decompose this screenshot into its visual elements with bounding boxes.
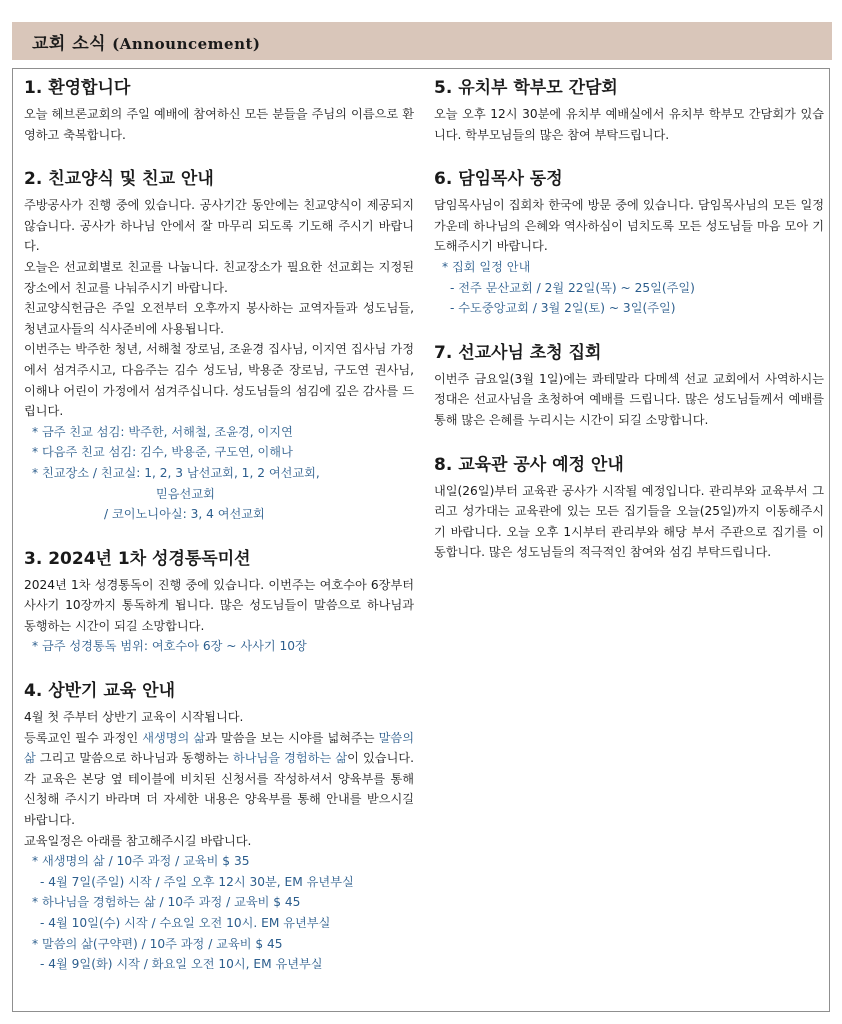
section-welcome bbox=[24, 76, 414, 145]
header-title-english: (Announcement) bbox=[112, 35, 261, 53]
section-text: 4월 첫 주부터 상반기 교육이 시작됩니다. bbox=[24, 710, 244, 725]
section-text: 이번주는 박주한 청년, 서해철 장로님, 조윤경 집사님, 이지연 집사님 가정에서 섬겨주시고, 다음주는 김수 성도님, 박용준 장로님, 구도연 권사님, 이해나 어린이 가정에서 섬겨주십니다. 성도님들의 섬김에 깊은 감사를 드립니다. bbox=[24, 342, 414, 419]
bullet-line: * 새생명의 삶 / 10주 과정 / 교육비 $ 35 bbox=[32, 854, 250, 869]
right-column bbox=[434, 76, 824, 585]
announcement-header bbox=[12, 22, 832, 60]
header-title bbox=[32, 29, 261, 54]
bullet-line: - 4월 10일(수) 시작 / 수요일 오전 10시. EM 유년부실 bbox=[40, 916, 331, 930]
section-heading: 4. 상반기 교육 안내 bbox=[24, 681, 175, 702]
bullet-line: / 코이노니아실: 3, 4 여선교회 bbox=[104, 507, 265, 522]
section-heading: 7. 선교사님 초청 집회 bbox=[434, 342, 602, 363]
bullet-line: - 4월 9일(화) 시작 / 화요일 오전 10시, EM 유년부실 bbox=[40, 957, 323, 972]
bullet-line: * 하나님을 경험하는 삶 / 10주 과정 / 교육비 $ 45 bbox=[32, 895, 301, 910]
bullet-line: * 말씀의 삶(구약편) / 10주 과정 / 교육비 $ 45 bbox=[32, 936, 283, 951]
section-text: 이번주 금요일(3월 1일)에는 콰테말라 다메섹 선교 교회에서 사역하시는 정대은 선교사님을 초청하여 예배를 드립니다. 많은 성도님들께서 예배를 통해 많은 은혜를 누리시는 시간이 되길 소망합니다. bbox=[434, 371, 824, 427]
section-pastor-news bbox=[434, 167, 824, 319]
section-text: 내일(26일)부터 교육관 공사가 시작될 예정입니다. 관리부와 교육부서 그리고 성가대는 교육관에 있는 모든 집기들을 오늘(25일)까지 이동해주시기 바랍니다. 오늘 오후 1시부터 관리부와 해당 부서 주관으로 집기를 이동합니다. 많은 성도님들의 적극적인 참여와 섬김 부탁드립니다. bbox=[434, 483, 824, 560]
left-column bbox=[24, 76, 414, 997]
text-run: 과 말씀을 보는 시야를 넓혀주는 bbox=[205, 730, 379, 745]
section-heading: 6. 담임목사 동정 bbox=[434, 169, 563, 190]
bullet-line: 믿음선교회 bbox=[156, 486, 215, 501]
section-text: 교육일정은 아래를 참고해주시길 바랍니다. bbox=[24, 833, 252, 848]
text-run: 등록교인 필수 과정인 bbox=[24, 730, 143, 745]
bullet-line: - 수도중앙교회 / 3월 2일(토) ~ 3일(주일) bbox=[450, 301, 676, 316]
section-heading: 8. 교육관 공사 예정 안내 bbox=[434, 454, 624, 475]
bullet-line: - 4월 7일(주일) 시작 / 주일 오후 12시 30분, EM 유년부실 bbox=[40, 874, 354, 889]
bullet-line: * 집회 일정 안내 bbox=[442, 259, 531, 274]
bullet-line: * 친교장소 / 친교실: 1, 2, 3 남선교회, 1, 2 여선교회, bbox=[32, 465, 320, 480]
bullet-line: - 전주 문산교회 / 2월 22일(목) ~ 25일(주일) bbox=[450, 280, 695, 295]
section-kindergarten-meeting bbox=[434, 76, 824, 145]
section-text: 오늘 오후 12시 30분에 유치부 예배실에서 유치부 학부모 간담회가 있습니다. 학부모님들의 많은 참여 부탁드립니다. bbox=[434, 107, 824, 142]
bullet-line: * 금주 성경통독 범위: 여호수아 6장 ~ 사사기 10장 bbox=[32, 639, 307, 654]
section-heading: 3. 2024년 1차 성경통독미션 bbox=[24, 548, 251, 569]
section-fellowship bbox=[24, 167, 414, 525]
section-heading: 1. 환영합니다 bbox=[24, 78, 131, 98]
text-run: 이 있습니다. 각 교육은 본당 옆 테이블에 비치된 신청서를 작성하셔서 양육부를 통해 신청해 주시기 바라며 더 자세한 내용은 양육부를 통해 안내를 받으시길 바랍니다. bbox=[24, 751, 414, 828]
section-text: 담임목사님이 집회차 한국에 방문 중에 있습니다. 담임목사님의 모든 일정 가운데 하나님의 은혜와 역사하심이 넘치도록 모든 성도님들 마음 모아 기도해주시기 바랍니다. bbox=[434, 198, 824, 254]
section-construction-notice bbox=[434, 453, 824, 563]
header-title-korean: 교회 소식 bbox=[32, 34, 107, 54]
section-education bbox=[24, 679, 414, 975]
section-text-rich bbox=[24, 728, 414, 831]
course-name-new-life: 새생명의 삶 bbox=[142, 730, 206, 745]
section-text: 주방공사가 진행 중에 있습니다. 공사기간 동안에는 친교양식이 제공되지 않습니다. 공사가 하나님 안에서 잘 마무리 되도록 기도해 주시기 바랍니다. bbox=[24, 198, 414, 254]
section-text: 친교양식헌금은 주일 오전부터 오후까지 봉사하는 교역자들과 성도님들, 청년교사들의 식사준비에 사용됩니다. bbox=[24, 301, 414, 336]
section-heading: 5. 유치부 학부모 간담회 bbox=[434, 78, 618, 98]
section-heading: 2. 친교양식 및 친교 안내 bbox=[24, 169, 214, 190]
section-text: 2024년 1차 성경통독이 진행 중에 있습니다. 이번주는 여호수아 6장부터 사사기 10장까지 통독하게 됩니다. 많은 성도님들이 말씀으로 하나님과 동행하는 시간이 되길 소망합니다. bbox=[24, 577, 414, 633]
bullet-line: * 다음주 친교 섬김: 김수, 박용준, 구도연, 이해나 bbox=[32, 445, 293, 460]
text-run: 그리고 말씀으로 하나님과 동행하는 bbox=[35, 751, 233, 766]
section-text: 오늘 헤브론교회의 주일 예배에 참여하신 모든 분들을 주님의 이름으로 환영하고 축복합니다. bbox=[24, 107, 414, 142]
section-text: 오늘은 선교회별로 친교를 나눕니다. 친교장소가 필요한 선교회는 지정된 장소에서 친교를 나눠주시기 바랍니다. bbox=[24, 259, 414, 295]
section-missionary-meeting bbox=[434, 341, 824, 431]
section-bible-reading bbox=[24, 547, 414, 657]
course-name-word: 말씀의 삶 bbox=[24, 730, 414, 766]
bullet-line: * 금주 친교 섬김: 박주한, 서해철, 조윤경, 이지연 bbox=[32, 424, 293, 439]
course-name-experiencing-god: 하나님을 경험하는 삶 bbox=[232, 751, 348, 766]
